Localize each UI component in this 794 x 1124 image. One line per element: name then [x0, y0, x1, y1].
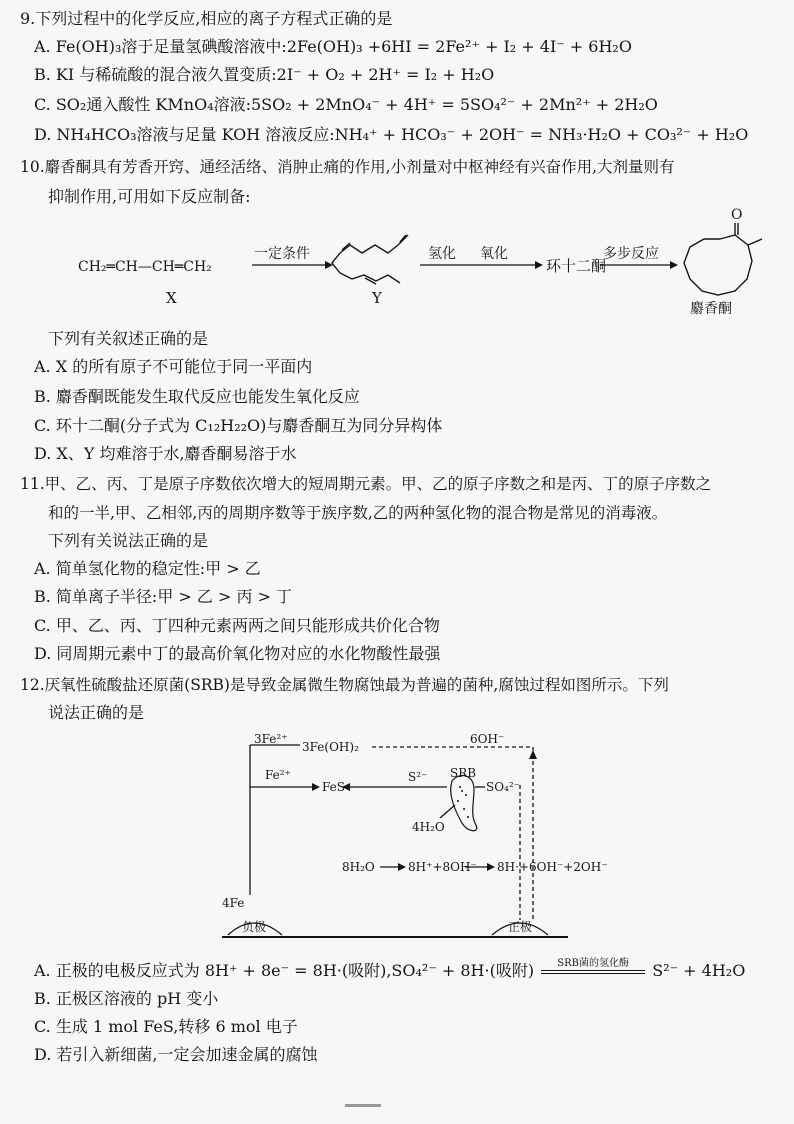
q10-option-d: D. X、Y 均难溶于水,麝香酮易溶于水	[34, 444, 297, 463]
reaction-condition-text: SRB菌的氢化酶	[557, 958, 630, 969]
q10-option-b: B. 麝香酮既能发生取代反应也能发生氧化反应	[34, 387, 360, 406]
fe4-label: 4Fe	[222, 896, 245, 910]
q12-option-c: C. 生成 1 mol FeS,转移 6 mol 电子	[34, 1017, 298, 1036]
q10-stem-line1: 10.麝香酮具有芳香开窍、通经活络、消肿止痛的作用,小剂量对中枢神经有兴奋作用,大剂量则有	[20, 158, 675, 176]
q12-stem-line2: 说法正确的是	[48, 703, 145, 722]
arrow-3-head	[670, 261, 678, 269]
eq-arrowhead-1	[398, 863, 406, 871]
q9-stem: 9.下列过程中的化学反应,相应的离子方程式正确的是	[20, 9, 393, 28]
cond-4: 多步反应	[603, 246, 659, 262]
carbonyl-o: O	[731, 207, 743, 223]
y-structure	[332, 235, 408, 284]
q10-stem-line2: 抑制作用,可用如下反应制备:	[48, 187, 251, 206]
eq-arrowhead-2	[487, 863, 495, 871]
footer-mark	[345, 1104, 381, 1107]
q10-option-a: A. X 的所有原子不可能位于同一平面内	[34, 357, 313, 376]
cond-1: 一定条件	[254, 246, 310, 262]
product-label: 麝香酮	[690, 301, 732, 317]
oh6-label: 6OH⁻	[470, 732, 505, 746]
q11-lead: 下列有关说法正确的是	[48, 531, 209, 550]
so4-label: SO₄²⁻	[486, 780, 521, 794]
anode-label: 负极	[242, 920, 267, 934]
q12-corrosion-diagram	[0, 725, 794, 945]
q12-stem-line1: 12.厌氧性硫酸盐还原菌(SRB)是导致金属微生物腐蚀最为普遍的菌种,腐蚀过程如图所示。下列	[20, 676, 669, 694]
reaction-condition	[539, 960, 647, 982]
q11-stem-line2: 和的一半,甲、乙相邻,丙的周期序数等于族序数,乙的两种氢化物的混合物是常见的消毒液。	[48, 504, 668, 522]
q12-option-d: D. 若引入新细菌,一定会加速金属的腐蚀	[34, 1045, 318, 1064]
fe2-arrowhead	[312, 783, 320, 791]
q10-reaction-scheme	[0, 205, 794, 320]
h2o4-label: 4H₂O	[412, 820, 445, 834]
q11-option-d: D. 同周期元素中丁的最高价氧化物对应的水化物酸性最强	[34, 644, 441, 663]
s2-label: S²⁻	[408, 770, 428, 784]
eq-mid: 8H⁺+8OH⁻	[408, 860, 477, 874]
q12-option-a-product: S²⁻ + 4H₂O	[652, 961, 746, 980]
h2o-line	[440, 805, 455, 818]
q10-lead: 下列有关叙述正确的是	[48, 329, 209, 348]
fe2-top-label: 3Fe²⁺	[254, 732, 288, 746]
fe2-mid-label: Fe²⁺	[265, 768, 291, 782]
q9-option-d: D. NH₄HCO₃溶液与足量 KOH 溶液反应:NH₄⁺ + HCO₃⁻ + 2OH⁻ = NH₃·H₂O + CO₃²⁻ + H₂O	[34, 125, 749, 144]
feoh2-label: 3Fe(OH)₂	[302, 740, 359, 754]
y-label: Y	[372, 289, 382, 307]
x-formula: CH₂═CH—CH═CH₂	[78, 259, 212, 275]
q10-option-c: C. 环十二酮(分子式为 C₁₂H₂₂O)与麝香酮互为同分异构体	[34, 416, 443, 435]
srb-bacterium	[451, 775, 477, 830]
q12-option-a-text: A. 正极的电极反应式为 8H⁺ + 8e⁻ = 8H·(吸附),SO₄²⁻ + 8H·(吸附)	[34, 961, 535, 980]
q12-option-a	[34, 960, 745, 982]
cathode-label: 正极	[508, 920, 533, 934]
q9-option-c: C. SO₂通入酸性 KMnO₄溶液:5SO₂ + 2MnO₄⁻ + 4H⁺ = 5SO₄²⁻ + 2Mn²⁺ + 2H₂O	[34, 95, 658, 114]
eq-right: 8H·+6OH⁻+2OH⁻	[497, 860, 608, 874]
arrow-2-head	[535, 261, 543, 269]
eq-left: 8H₂O	[342, 860, 375, 874]
cond-2: 氢化	[428, 246, 456, 262]
up-arrowhead	[529, 750, 537, 759]
q11-option-c: C. 甲、乙、丙、丁四种元素两两之间只能形成共价化合物	[34, 616, 440, 635]
fes-label: FeS	[322, 780, 345, 794]
q11-stem-line1: 11.甲、乙、丙、丁是原子序数依次增大的短周期元素。甲、乙的原子序数之和是丙、丁的原子序数之	[20, 475, 712, 493]
x-label: X	[166, 289, 177, 307]
intermediate: 环十二酮	[546, 257, 607, 275]
q9-option-b: B. KI 与稀硫酸的混合液久置变质:2I⁻ + O₂ + 2H⁺ = I₂ + H₂O	[34, 65, 495, 84]
q11-option-a: A. 简单氢化物的稳定性:甲 > 乙	[34, 559, 261, 578]
q11-option-b: B. 简单离子半径:甲 > 乙 > 丙 > 丁	[34, 587, 293, 606]
q9-option-a: A. Fe(OH)₃溶于足量氢碘酸溶液中:2Fe(OH)₃ +6HI = 2Fe²⁺ + I₂ + 4I⁻ + 6H₂O	[34, 37, 632, 56]
q12-option-b: B. 正极区溶液的 pH 变小	[34, 989, 219, 1008]
cond-3: 氧化	[480, 246, 508, 262]
srb-label: SRB	[450, 766, 477, 780]
muscone-structure	[684, 223, 762, 295]
